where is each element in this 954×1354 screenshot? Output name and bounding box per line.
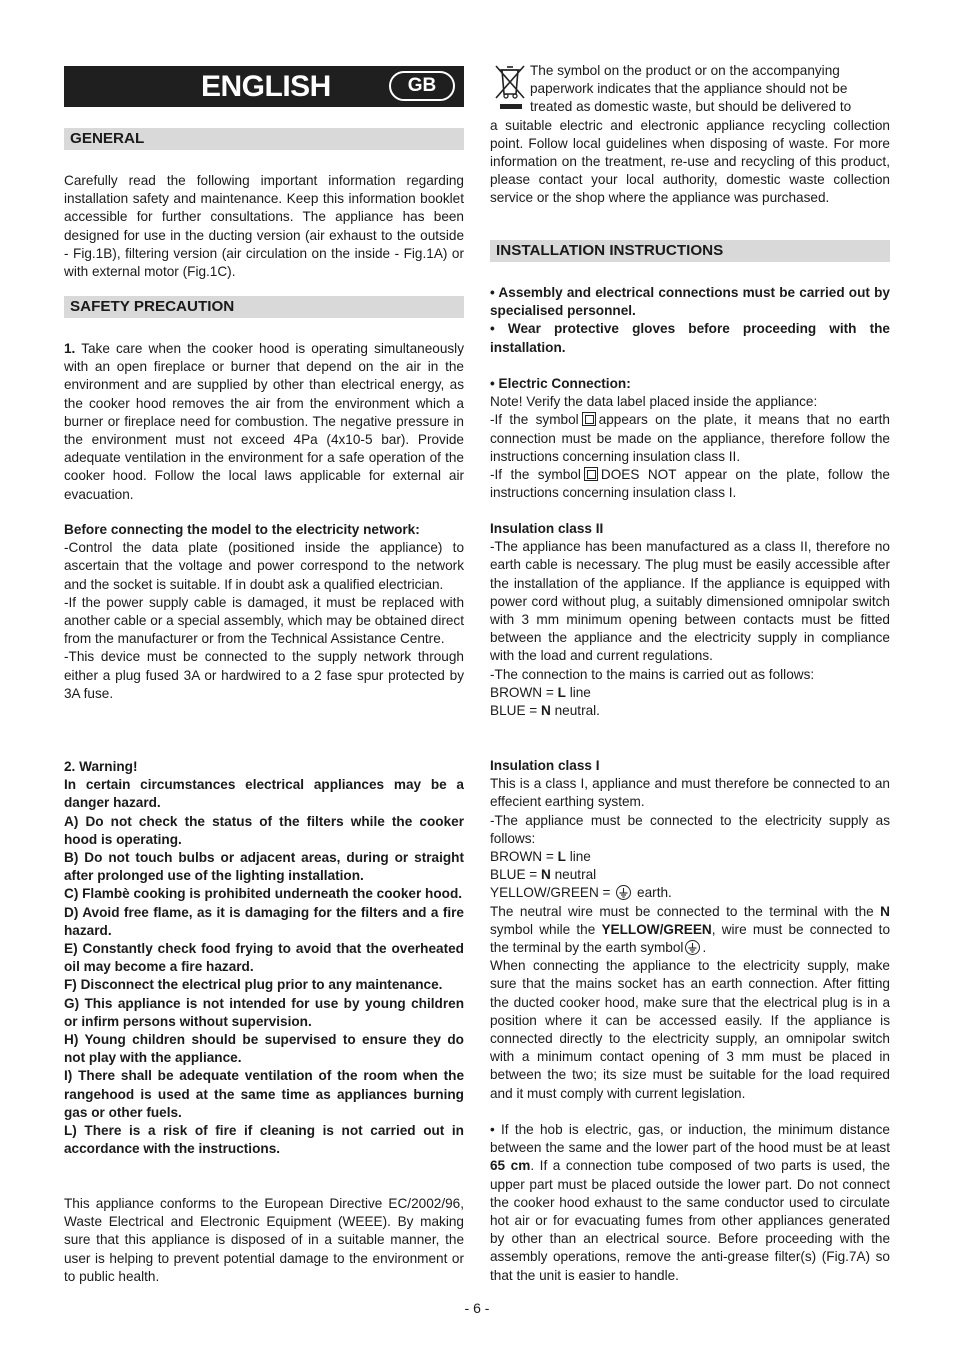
hob-text-part: . If a connection tube composed of two parts is used, the upper part must be placed outside the lower part. Do not connect the cooker hood exhaust to the same conductor used to circulate hot air or for evacuating fumes from other appliances generated by other than an electrical source. Before proceeding with the assembly operations, remove the anti-grease filter(s) (Fig.7A) so that the unit is easier to handle.	[490, 1158, 891, 1283]
language-title-bar	[64, 66, 464, 107]
section-heading-safety: SAFETY PRECAUTION	[64, 296, 464, 318]
warning-item: B) Do not touch bulbs or adjacent areas, during or straight after prolonged use of the lighting installation.	[64, 850, 464, 884]
before-connecting-item: -Control the data plate (positioned inside the appliance) to ascertain that the voltage and power correspond to the network and the socket is suitable. If in doubt ask a qualified electrician.	[64, 540, 464, 592]
neutral-letter: N	[880, 903, 890, 919]
section-heading-installation: INSTALLATION INSTRUCTIONS	[490, 240, 890, 262]
before-connecting-heading: Before connecting the model to the electricity network:	[64, 522, 420, 537]
warning-item: L) There is a risk of fire if cleaning is not carried out in accordance with the instructions.	[64, 1123, 464, 1157]
insulation-class-i-heading: Insulation class I	[490, 758, 600, 773]
safety-item-number: 1.	[64, 341, 76, 356]
insulation-class-ii-mains: -The connection to the mains is carried out as follows:	[490, 666, 815, 682]
wire-label: BLUE =	[490, 703, 542, 719]
electric-connection-heading: • Electric Connection:	[490, 376, 631, 391]
crossed-bin-icon	[493, 62, 527, 110]
warning-item: A) Do not check the status of the filters while the cooker hood is operating.	[64, 813, 464, 847]
warning-item: D) Avoid free flame, as it is damaging for the filters and a fire hazard.	[64, 904, 464, 938]
before-connecting-item: -This device must be connected to the supply network through either a plug fused 3A or hardwired to a 2 fase spur protected by 3A fuse.	[64, 649, 464, 701]
wire-label: BLUE =	[490, 867, 542, 883]
disposal-symbol-block	[490, 62, 890, 208]
installation-warning-item: • Wear protective gloves before proceeding with the installation.	[490, 321, 890, 355]
electric-connection-note: Note! Verify the data label placed inside the appliance:	[490, 394, 818, 410]
wire-function: neutral.	[550, 703, 600, 719]
disposal-symbol-second-line: paperwork indicates that the appliance should not be	[530, 81, 848, 97]
minimum-distance-value: 65 cm	[490, 1158, 531, 1174]
wire-brown-line	[490, 684, 890, 702]
wire-label: YELLOW/GREEN =	[490, 885, 615, 901]
wire-function: earth.	[633, 885, 672, 901]
electric-connection-block	[490, 375, 890, 502]
disposal-symbol-third-line: treated as domestic waste, but should be delivered to	[530, 99, 852, 115]
warning-item: C) Flambè cooking is prohibited underneath the cooker hood.	[64, 886, 463, 902]
yellow-green-label: YELLOW/GREEN	[601, 921, 712, 937]
hob-text-part: • If the hob is electric, gas, or induction, the minimum distance between the same and the lower part of the hood must be at least	[490, 1122, 890, 1156]
class-i-condition	[490, 466, 890, 502]
installation-warnings	[490, 284, 890, 357]
warning-item: F) Disconnect the electrical plug prior to any maintenance.	[64, 977, 443, 993]
insulation-class-i-text: This is a class I, appliance and must therefore be connected to an effecient earthing system.	[490, 776, 890, 810]
double-insulation-icon	[582, 412, 596, 426]
wire-brown-line	[490, 848, 890, 866]
warning-item: I) There shall be adequate ventilation of the room when the rangehood is used at the same time as appliances burning gas or other fuels.	[64, 1068, 464, 1120]
wire-letter: L	[557, 849, 566, 865]
country-badge: GB	[389, 71, 455, 101]
safety-item-text: Take care when the cooker hood is operating simultaneously with an open fireplace or burner that depend on the air in the environment and are supplied by other than electrical energy, as the cooker hood removes the air from the environment which a burner or fireplace need for combustion. The negative pressure in the environment must not exceed 4Pa (4x10-5 bar). Provide adequate ventilation in the environment for a safe operation of the cooker hood. Follow the local laws applicable for external air evacuation.	[64, 341, 464, 502]
language-title: ENGLISH	[201, 70, 331, 103]
wire-blue-neutral	[490, 702, 890, 720]
neutral-wire-instructions	[490, 903, 890, 958]
wire-function: line	[565, 684, 591, 700]
wire-label: BROWN =	[490, 849, 558, 865]
class-ii-condition	[490, 411, 890, 466]
wire-letter: N	[541, 703, 551, 719]
disposal-symbol-first-line: The symbol on the product or on the accompanying	[530, 63, 840, 78]
insulation-class-ii-text: -The appliance has been manufactured as a class II, therefore no earth cable is necessary. The plug must be easily accessible after the installation of the appliance. If the appliance is equipped with power cord without plug, a suitably dimensioned omnipolar switch with 3 mm minimum opening between contacts must be fitted between the appliance and the electricity supply in compliance with the load and current regulations.	[490, 539, 890, 664]
warning-item: In certain circumstances electrical appliances may be a danger hazard.	[64, 777, 464, 811]
double-insulation-icon	[584, 467, 598, 481]
disposal-symbol-rest: a suitable electric and electronic appliance recycling collection point. Follow local guidelines when disposing of waste. For more information on the treatment, re-use and recycling of this product, please contact your local authority, domestic waste collection service or the shop where the appliance was purchased.	[490, 117, 890, 206]
weee-directive-paragraph: This appliance conforms to the European Directive EC/2002/96, Waste Electrical and Electronic Equipment (WEEE). By making sure that this appliance is disposed of in a suitable manner, the user is helping to prevent potential damage to the environment or to public health.	[64, 1196, 464, 1284]
safety-paragraph-1	[64, 340, 464, 504]
hob-distance-paragraph	[490, 1121, 890, 1285]
wire-letter: L	[557, 684, 566, 700]
neutral-text-part: , wire must be connected to the terminal by the earth symbol	[490, 921, 891, 956]
warning-item: H) Young children should be supervised to ensure they do not play with the appliance.	[64, 1032, 464, 1066]
general-paragraph: Carefully read the following important information regarding installation safety and maintenance. Keep this information booklet accessible for further consultations. The appliance has been designed for use in the ducting version (air exhaust to the outside - Fig.1B), filtering version (air circulation on the inside - Fig.1A) or with external motor (Fig.1C).	[64, 173, 464, 280]
wire-function: line	[565, 849, 591, 865]
before-connecting-block	[64, 521, 464, 703]
installation-warning-item: • Assembly and electrical connections must be carried out by specialised personnel.	[490, 285, 890, 319]
class-i-condition-lead: -If the symbol	[490, 467, 581, 483]
wire-letter: N	[541, 867, 551, 883]
insulation-class-i-block	[490, 757, 890, 1103]
section-heading-general: GENERAL	[64, 128, 464, 150]
neutral-text-part: The neutral wire must be connected to the terminal with the	[490, 903, 881, 919]
connecting-instructions: When connecting the appliance to the electricity supply, make sure that the mains socket has an earth connection. After fitting the ducted cooker hood, make sure that the electrical plug is in a position where it can be accessed easily. If the appliance is connected directly to the electricity supply, an omnipolar switch with a minimum contact opening of 3 mm must be placed in between the two; its size must be suitable for the load required and it must comply with current legislation.	[490, 958, 890, 1101]
before-connecting-item: -If the power supply cable is damaged, it must be replaced with another cable or a special assembly, which may be obtained direct from the manufacturer or from the Technical Assistance Centre.	[64, 594, 464, 647]
class-ii-condition-text: appears on the plate, it means that no earth connection must be made on the appliance, therefore follow the instructions concerning insulation class II.	[490, 412, 890, 464]
class-i-condition-text: DOES NOT appear on the plate, follow the instructions concerning insulation class I.	[490, 467, 890, 501]
class-ii-condition-lead: -If the symbol	[490, 412, 579, 428]
neutral-text-part: symbol while the	[490, 921, 602, 937]
page-number: - 6 -	[464, 1300, 490, 1316]
wire-yellow-green-earth	[490, 884, 890, 902]
warning-item: E) Constantly check food frying to avoid that the overheated oil may become a fire hazard.	[64, 941, 464, 975]
warning-title: 2. Warning!	[64, 759, 138, 774]
wire-function: neutral	[550, 867, 597, 883]
insulation-class-ii-heading: Insulation class II	[490, 521, 604, 536]
insulation-class-i-connect: -The appliance must be connected to the electricity supply as follows:	[490, 812, 890, 846]
warning-block	[64, 758, 464, 1158]
neutral-text-part: .	[702, 940, 707, 956]
earth-symbol-icon	[616, 885, 631, 900]
wire-label: BROWN =	[490, 684, 558, 700]
earth-symbol-icon	[685, 940, 700, 955]
warning-item: G) This appliance is not intended for use by young children or infirm persons without supervision.	[64, 995, 464, 1029]
insulation-class-ii-block	[490, 520, 890, 720]
wire-blue-neutral	[490, 866, 890, 884]
